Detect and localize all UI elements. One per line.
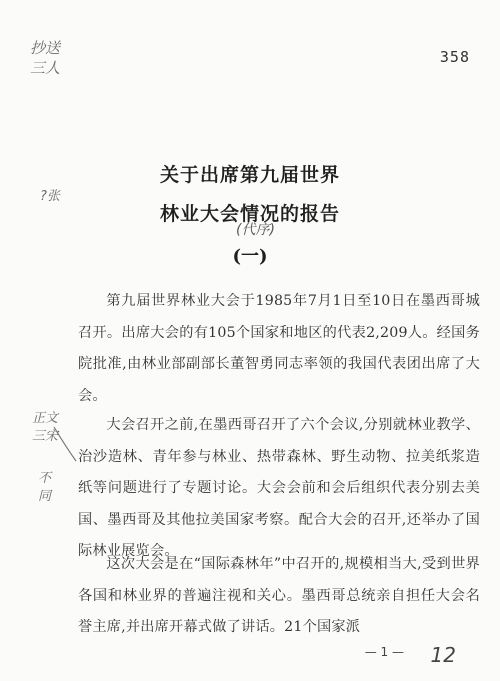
handwritten-bracket-line xyxy=(50,425,80,465)
page-number: 358 xyxy=(439,48,470,66)
paragraph-2 xyxy=(78,410,480,568)
handwritten-note-title: (代序) xyxy=(236,222,275,238)
paragraph-2-text: 大会召开之前,在墨西哥召开了六个会议,分别就林业教学、治沙造林、青年参与林业、热带森林、野生动物、拉美纸浆造纸等问题进行了专题讨论。大会会前和会后组织代表分别去美国、墨西哥及其他拉美国家考察。配合大会的召开,还举办了国际林业展览会。 xyxy=(78,417,480,559)
handwritten-note-left-mid: ?张 xyxy=(40,189,60,204)
handwritten-page-note: 12 xyxy=(430,643,456,667)
title-line-1: 关于出席第九届世界 xyxy=(159,164,340,186)
handwritten-note-left-bottom: 正文三宋 xyxy=(32,411,59,444)
section-mark: (一) xyxy=(232,246,268,267)
title-line-2: 林业大会情况的报告 xyxy=(159,203,340,225)
paragraph-1-text: 第九届世界林业大会于1985年7月1日至10日在墨西哥城召开。出席大会的有105个国家和地区的代表2,209人。经国务院批准,由林业部副部长董智勇同志率领的我国代表团出席了大会。 xyxy=(78,293,480,404)
handwritten-note-left-bottom-2: 不同 xyxy=(38,471,52,504)
paragraph-3-text: 这次大会是在“国际森林年”中召开的,规模相当大,受到世界各国和林业界的普遍注视和关心。墨西哥总统亲自担任大会名誉主席,并出席开幕式做了讲话。21个国家派 xyxy=(78,556,480,635)
paragraph-3 xyxy=(78,549,480,644)
paragraph-1 xyxy=(78,286,480,412)
handwritten-note-top-left: 抄送 三人 xyxy=(30,39,61,77)
footer-page-number: — 1 — xyxy=(364,645,404,659)
